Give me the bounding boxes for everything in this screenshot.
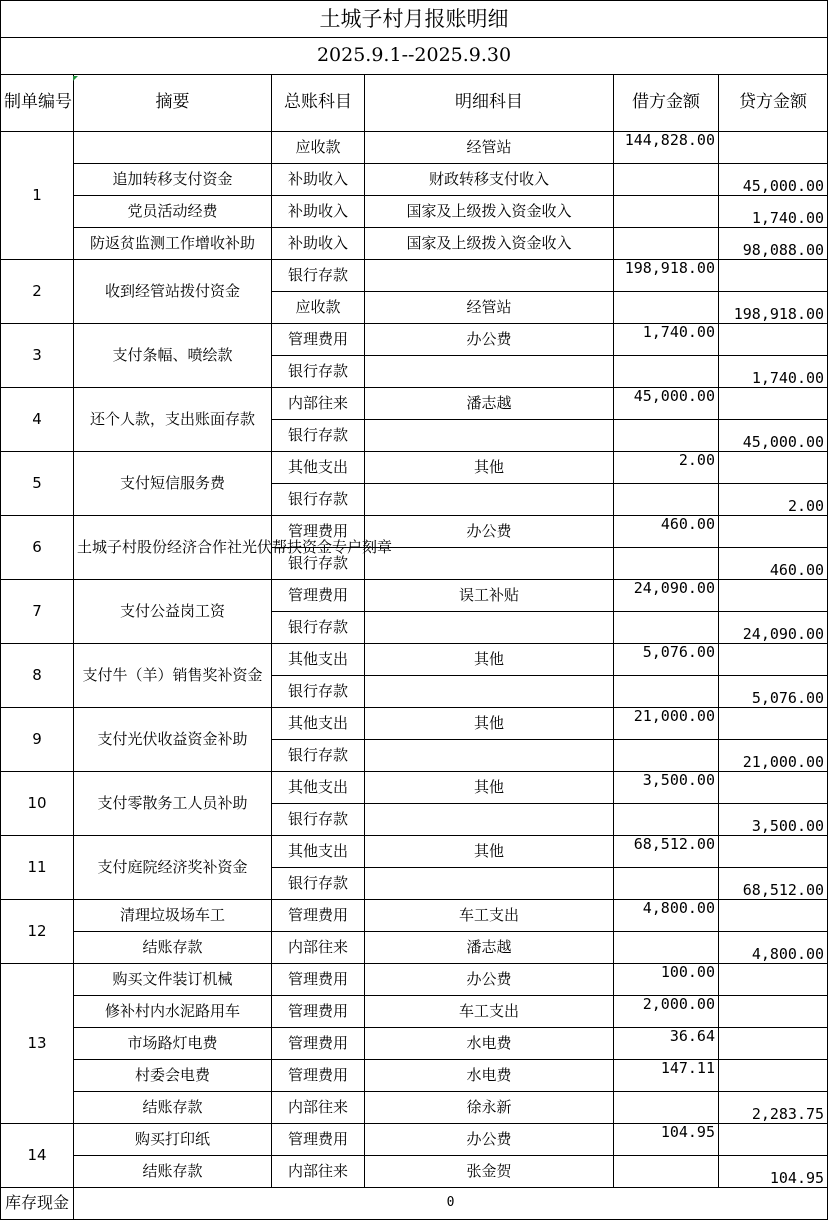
detail-account-cell: 张金贺 bbox=[365, 1156, 614, 1188]
general-account-cell: 其他支出 bbox=[272, 772, 365, 804]
debit-amount-cell: 1,740.00 bbox=[614, 324, 719, 356]
credit-amount-cell: 45,000.00 bbox=[719, 164, 828, 196]
debit-amount-cell bbox=[614, 804, 719, 836]
general-account-cell: 应收款 bbox=[272, 132, 365, 164]
debit-amount-cell: 104.95 bbox=[614, 1124, 719, 1156]
detail-account-cell bbox=[365, 612, 614, 644]
detail-account-cell: 办公费 bbox=[365, 324, 614, 356]
table-row bbox=[1, 388, 828, 420]
header-summary: 摘要 bbox=[74, 75, 272, 132]
debit-amount-cell: 45,000.00 bbox=[614, 388, 719, 420]
credit-amount-cell bbox=[719, 452, 828, 484]
general-account-cell: 内部往来 bbox=[272, 388, 365, 420]
detail-account-cell bbox=[365, 420, 614, 452]
detail-account-cell bbox=[365, 740, 614, 772]
debit-amount-cell: 5,076.00 bbox=[614, 644, 719, 676]
debit-amount-cell bbox=[614, 228, 719, 260]
voucher-number: 10 bbox=[1, 772, 74, 836]
debit-amount-cell bbox=[614, 420, 719, 452]
summary-cell: 村委会电费 bbox=[74, 1060, 272, 1092]
summary-cell: 市场路灯电费 bbox=[74, 1028, 272, 1060]
credit-amount-cell bbox=[719, 836, 828, 868]
credit-amount-cell: 198,918.00 bbox=[719, 292, 828, 324]
detail-account-cell: 其他 bbox=[365, 708, 614, 740]
credit-amount-cell: 1,740.00 bbox=[719, 196, 828, 228]
credit-amount-cell bbox=[719, 324, 828, 356]
header-detail-account: 明细科目 bbox=[365, 75, 614, 132]
general-account-cell: 银行存款 bbox=[272, 260, 365, 292]
table-row bbox=[1, 260, 828, 292]
voucher-number: 6 bbox=[1, 516, 74, 580]
general-account-cell: 管理费用 bbox=[272, 1124, 365, 1156]
summary-cell: 支付短信服务费 bbox=[74, 452, 272, 516]
voucher-number: 5 bbox=[1, 452, 74, 516]
summary-cell: 清理垃圾场车工 bbox=[74, 900, 272, 932]
detail-account-cell bbox=[365, 676, 614, 708]
general-account-cell: 银行存款 bbox=[272, 868, 365, 900]
voucher-number: 9 bbox=[1, 708, 74, 772]
summary-cell: 结账存款 bbox=[74, 1156, 272, 1188]
summary-cell: 购买打印纸 bbox=[74, 1124, 272, 1156]
summary-cell: 支付条幅、喷绘款 bbox=[74, 324, 272, 388]
summary-cell: 结账存款 bbox=[74, 1092, 272, 1124]
debit-amount-cell bbox=[614, 868, 719, 900]
general-account-cell: 管理费用 bbox=[272, 996, 365, 1028]
general-account-cell: 银行存款 bbox=[272, 804, 365, 836]
cell-comment-marker-icon bbox=[73, 76, 78, 81]
voucher-number: 14 bbox=[1, 1124, 74, 1188]
debit-amount-cell bbox=[614, 164, 719, 196]
general-account-cell: 银行存款 bbox=[272, 612, 365, 644]
credit-amount-cell bbox=[719, 644, 828, 676]
debit-amount-cell: 68,512.00 bbox=[614, 836, 719, 868]
voucher-number: 11 bbox=[1, 836, 74, 900]
header-credit: 贷方金额 bbox=[719, 75, 828, 132]
general-account-cell: 内部往来 bbox=[272, 1156, 365, 1188]
summary-cell: 修补村内水泥路用车 bbox=[74, 996, 272, 1028]
debit-amount-cell: 2,000.00 bbox=[614, 996, 719, 1028]
general-account-cell: 其他支出 bbox=[272, 836, 365, 868]
voucher-number: 4 bbox=[1, 388, 74, 452]
table-row bbox=[1, 580, 828, 612]
general-account-cell: 补助收入 bbox=[272, 228, 365, 260]
summary-cell: 支付庭院经济奖补资金 bbox=[74, 836, 272, 900]
detail-account-cell: 车工支出 bbox=[365, 996, 614, 1028]
table-row bbox=[1, 516, 828, 548]
credit-amount-cell bbox=[719, 388, 828, 420]
debit-amount-cell bbox=[614, 484, 719, 516]
table-row bbox=[1, 644, 828, 676]
detail-account-cell: 国家及上级拨入资金收入 bbox=[365, 228, 614, 260]
general-account-cell: 管理费用 bbox=[272, 516, 365, 548]
header-debit: 借方金额 bbox=[614, 75, 719, 132]
detail-account-cell bbox=[365, 356, 614, 388]
debit-amount-cell bbox=[614, 932, 719, 964]
footer-row bbox=[1, 1188, 828, 1220]
summary-cell: 防返贫监测工作增收补助 bbox=[74, 228, 272, 260]
general-account-cell: 补助收入 bbox=[272, 164, 365, 196]
credit-amount-cell: 68,512.00 bbox=[719, 868, 828, 900]
table-row bbox=[1, 1028, 828, 1060]
credit-amount-cell bbox=[719, 996, 828, 1028]
credit-amount-cell bbox=[719, 1124, 828, 1156]
general-account-cell: 银行存款 bbox=[272, 484, 365, 516]
voucher-number: 3 bbox=[1, 324, 74, 388]
header-general-account: 总账科目 bbox=[272, 75, 365, 132]
detail-account-cell: 徐永新 bbox=[365, 1092, 614, 1124]
voucher-number: 12 bbox=[1, 900, 74, 964]
general-account-cell: 银行存款 bbox=[272, 676, 365, 708]
debit-amount-cell bbox=[614, 1156, 719, 1188]
table-row bbox=[1, 1060, 828, 1092]
debit-amount-cell: 2.00 bbox=[614, 452, 719, 484]
table-row bbox=[1, 708, 828, 740]
general-account-cell: 管理费用 bbox=[272, 580, 365, 612]
debit-amount-cell: 24,090.00 bbox=[614, 580, 719, 612]
detail-account-cell: 水电费 bbox=[365, 1028, 614, 1060]
debit-amount-cell bbox=[614, 1092, 719, 1124]
debit-amount-cell: 100.00 bbox=[614, 964, 719, 996]
report-period: 2025.9.1--2025.9.30 bbox=[1, 38, 828, 75]
summary-cell bbox=[74, 132, 272, 164]
debit-amount-cell bbox=[614, 612, 719, 644]
summary-cell: 支付零散务工人员补助 bbox=[74, 772, 272, 836]
credit-amount-cell: 5,076.00 bbox=[719, 676, 828, 708]
detail-account-cell: 办公费 bbox=[365, 516, 614, 548]
voucher-number: 8 bbox=[1, 644, 74, 708]
summary-cell: 购买文件装订机械 bbox=[74, 964, 272, 996]
debit-amount-cell bbox=[614, 548, 719, 580]
general-account-cell: 银行存款 bbox=[272, 420, 365, 452]
credit-amount-cell: 1,740.00 bbox=[719, 356, 828, 388]
debit-amount-cell: 21,000.00 bbox=[614, 708, 719, 740]
cash-on-hand-value: 0 bbox=[74, 1188, 828, 1220]
summary-cell: 追加转移支付资金 bbox=[74, 164, 272, 196]
table-row bbox=[1, 164, 828, 196]
detail-account-cell: 经管站 bbox=[365, 292, 614, 324]
voucher-number: 7 bbox=[1, 580, 74, 644]
table-row bbox=[1, 228, 828, 260]
detail-account-cell: 财政转移支付收入 bbox=[365, 164, 614, 196]
detail-account-cell: 办公费 bbox=[365, 1124, 614, 1156]
summary-cell: 结账存款 bbox=[74, 932, 272, 964]
credit-amount-cell: 2.00 bbox=[719, 484, 828, 516]
credit-amount-cell: 104.95 bbox=[719, 1156, 828, 1188]
debit-amount-cell bbox=[614, 356, 719, 388]
detail-account-cell bbox=[365, 868, 614, 900]
credit-amount-cell: 21,000.00 bbox=[719, 740, 828, 772]
detail-account-cell: 潘志越 bbox=[365, 388, 614, 420]
summary-cell: 土城子村股份经济合作社光伏帮扶资金专户刻章 bbox=[74, 516, 272, 580]
detail-account-cell: 潘志越 bbox=[365, 932, 614, 964]
sheet-title: 土城子村月报账明细 bbox=[1, 1, 828, 38]
general-account-cell: 管理费用 bbox=[272, 964, 365, 996]
general-account-cell: 银行存款 bbox=[272, 548, 365, 580]
credit-amount-cell bbox=[719, 1028, 828, 1060]
credit-amount-cell: 460.00 bbox=[719, 548, 828, 580]
credit-amount-cell bbox=[719, 516, 828, 548]
table-row bbox=[1, 1156, 828, 1188]
summary-cell: 还个人款，支出账面存款 bbox=[74, 388, 272, 452]
detail-account-cell bbox=[365, 484, 614, 516]
header-row bbox=[1, 75, 828, 132]
credit-amount-cell: 98,088.00 bbox=[719, 228, 828, 260]
detail-account-cell bbox=[365, 548, 614, 580]
general-account-cell: 管理费用 bbox=[272, 324, 365, 356]
general-account-cell: 其他支出 bbox=[272, 452, 365, 484]
credit-amount-cell: 3,500.00 bbox=[719, 804, 828, 836]
general-account-cell: 内部往来 bbox=[272, 932, 365, 964]
credit-amount-cell bbox=[719, 580, 828, 612]
table-row bbox=[1, 836, 828, 868]
table-row bbox=[1, 932, 828, 964]
credit-amount-cell bbox=[719, 772, 828, 804]
table-row bbox=[1, 996, 828, 1028]
voucher-number: 13 bbox=[1, 964, 74, 1124]
detail-account-cell: 车工支出 bbox=[365, 900, 614, 932]
detail-account-cell: 国家及上级拨入资金收入 bbox=[365, 196, 614, 228]
debit-amount-cell: 3,500.00 bbox=[614, 772, 719, 804]
detail-account-cell bbox=[365, 260, 614, 292]
table-row bbox=[1, 452, 828, 484]
general-account-cell: 管理费用 bbox=[272, 1028, 365, 1060]
credit-amount-cell: 4,800.00 bbox=[719, 932, 828, 964]
detail-account-cell: 误工补贴 bbox=[365, 580, 614, 612]
summary-cell: 支付光伏收益资金补助 bbox=[74, 708, 272, 772]
debit-amount-cell bbox=[614, 740, 719, 772]
credit-amount-cell: 45,000.00 bbox=[719, 420, 828, 452]
general-account-cell: 内部往来 bbox=[272, 1092, 365, 1124]
general-account-cell: 管理费用 bbox=[272, 1060, 365, 1092]
cash-on-hand-label: 库存现金 bbox=[1, 1188, 74, 1220]
credit-amount-cell bbox=[719, 132, 828, 164]
credit-amount-cell bbox=[719, 260, 828, 292]
summary-cell: 支付牛（羊）销售奖补资金 bbox=[74, 644, 272, 708]
summary-cell: 党员活动经费 bbox=[74, 196, 272, 228]
detail-account-cell: 办公费 bbox=[365, 964, 614, 996]
debit-amount-cell: 36.64 bbox=[614, 1028, 719, 1060]
voucher-number: 1 bbox=[1, 132, 74, 260]
detail-account-cell: 经管站 bbox=[365, 132, 614, 164]
header-voucher-no: 制单编号 bbox=[1, 75, 74, 132]
table-row bbox=[1, 1092, 828, 1124]
credit-amount-cell bbox=[719, 708, 828, 740]
debit-amount-cell bbox=[614, 196, 719, 228]
table-row bbox=[1, 772, 828, 804]
general-account-cell: 管理费用 bbox=[272, 900, 365, 932]
table-row bbox=[1, 900, 828, 932]
general-account-cell: 银行存款 bbox=[272, 740, 365, 772]
debit-amount-cell bbox=[614, 292, 719, 324]
debit-amount-cell bbox=[614, 676, 719, 708]
detail-account-cell: 其他 bbox=[365, 772, 614, 804]
general-account-cell: 其他支出 bbox=[272, 644, 365, 676]
detail-account-cell: 其他 bbox=[365, 452, 614, 484]
general-account-cell: 应收款 bbox=[272, 292, 365, 324]
detail-account-cell: 水电费 bbox=[365, 1060, 614, 1092]
general-account-cell: 补助收入 bbox=[272, 196, 365, 228]
detail-account-cell bbox=[365, 804, 614, 836]
general-account-cell: 银行存款 bbox=[272, 356, 365, 388]
table-row bbox=[1, 324, 828, 356]
debit-amount-cell: 198,918.00 bbox=[614, 260, 719, 292]
credit-amount-cell bbox=[719, 1060, 828, 1092]
summary-cell: 支付公益岗工资 bbox=[74, 580, 272, 644]
credit-amount-cell bbox=[719, 964, 828, 996]
debit-amount-cell: 4,800.00 bbox=[614, 900, 719, 932]
credit-amount-cell bbox=[719, 900, 828, 932]
voucher-number: 2 bbox=[1, 260, 74, 324]
detail-account-cell: 其他 bbox=[365, 836, 614, 868]
debit-amount-cell: 460.00 bbox=[614, 516, 719, 548]
general-account-cell: 其他支出 bbox=[272, 708, 365, 740]
debit-amount-cell: 147.11 bbox=[614, 1060, 719, 1092]
table-row bbox=[1, 964, 828, 996]
table-row bbox=[1, 1124, 828, 1156]
detail-account-cell: 其他 bbox=[365, 644, 614, 676]
debit-amount-cell: 144,828.00 bbox=[614, 132, 719, 164]
table-row bbox=[1, 196, 828, 228]
summary-cell: 收到经管站拨付资金 bbox=[74, 260, 272, 324]
table-row bbox=[1, 132, 828, 164]
credit-amount-cell: 2,283.75 bbox=[719, 1092, 828, 1124]
credit-amount-cell: 24,090.00 bbox=[719, 612, 828, 644]
